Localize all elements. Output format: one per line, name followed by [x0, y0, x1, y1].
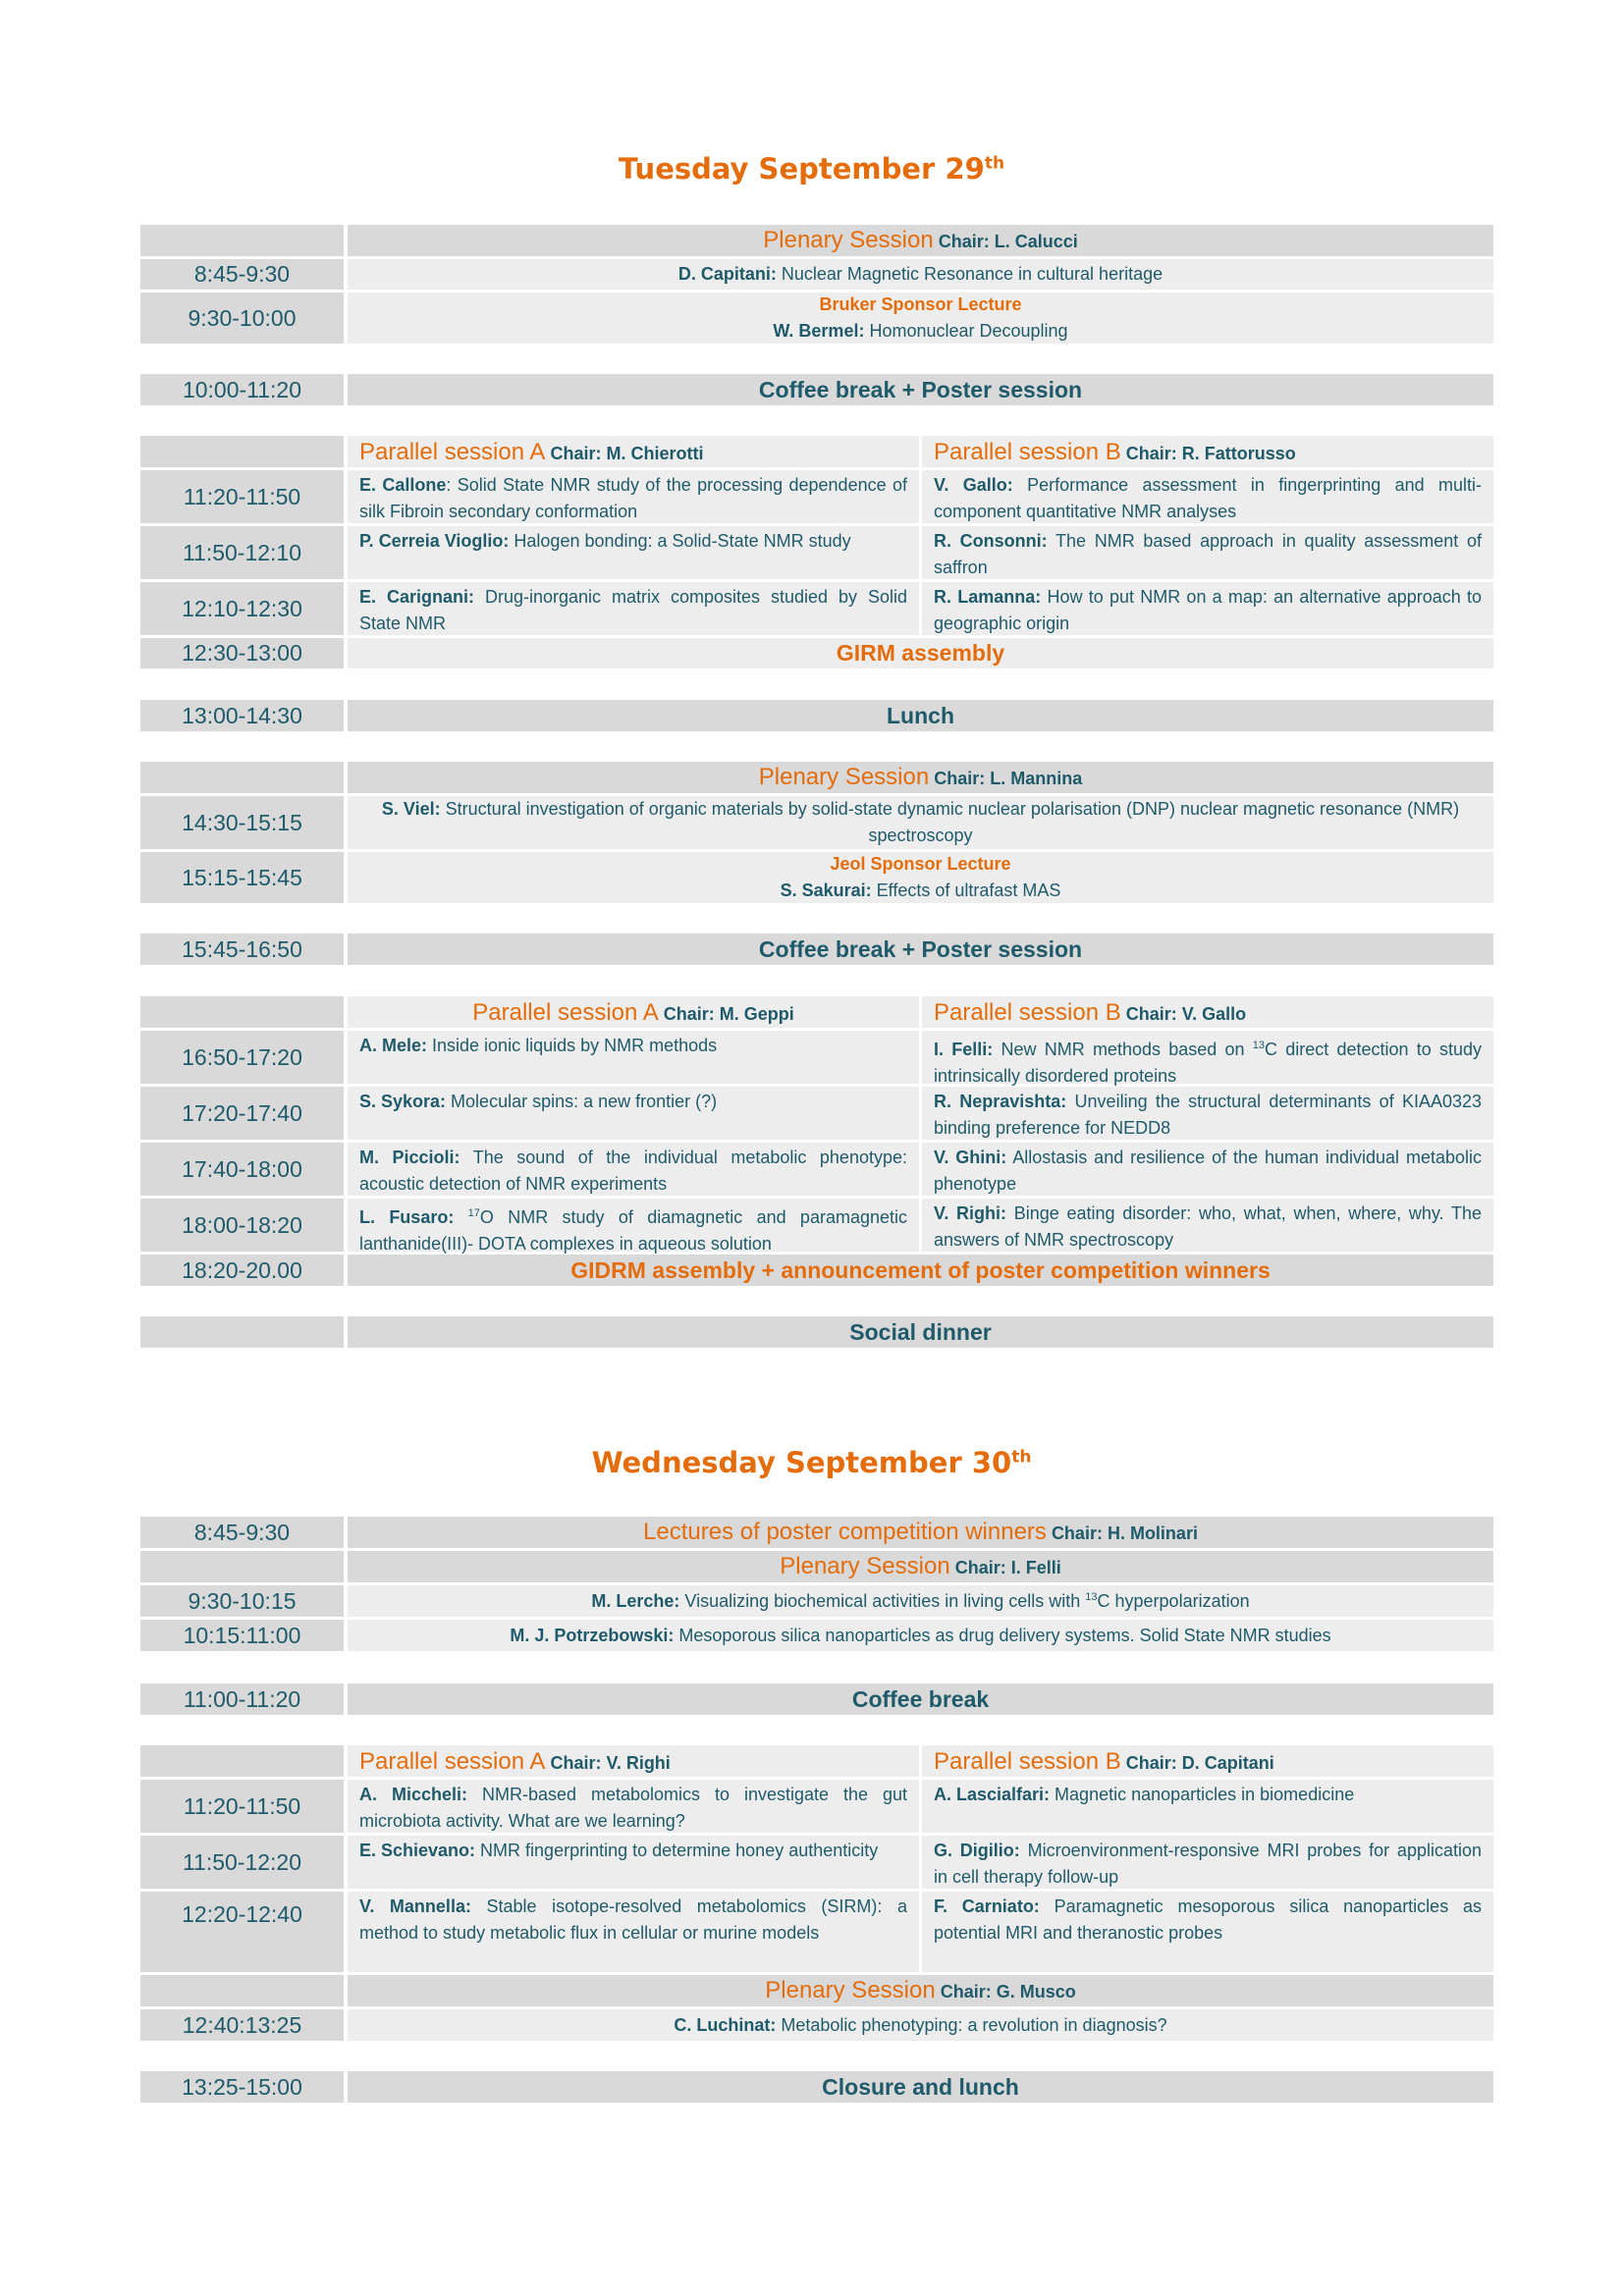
- day1-schedule: [140, 225, 1493, 1351]
- table-row: 9:30-10:15 M. Lerche: Visualizing biochemical activities in living cells with $^{13}$C hyperpolarization: [140, 1585, 1493, 1617]
- table-row: 11:20-11:50 E. Callone: Solid State NMR study of the processing dependence of silk Fibroin secondary conformation V. Gallo: Performance assessment in fingerprinting and multi-component quantitative NMR analyses: [140, 470, 1493, 523]
- poster-winners-row: 8:45-9:30 Lectures of poster competition winners Chair: H. Molinari: [140, 1517, 1493, 1548]
- day1-title: Tuesday September 29th: [618, 152, 1005, 186]
- table-row: 14:30-15:15 S. Viel: Structural investigation of organic materials by solid-state dynamic nuclear polarisation (DNP) nuclear magnetic resonance (NMR) spectroscopy: [140, 796, 1493, 849]
- table-row: 15:15-15:45 Jeol Sponsor Lecture S. Sakurai: Effects of ultrafast MAS: [140, 852, 1493, 903]
- day2-schedule: [140, 1517, 1493, 2106]
- coffee-break-row: 10:00-11:20 Coffee break + Poster session: [140, 374, 1493, 405]
- coffee-break-row: 11:00-11:20 Coffee break: [140, 1683, 1493, 1715]
- table-row: 12:40:13:25 C. Luchinat: Metabolic phenotyping: a revolution in diagnosis?: [140, 2009, 1493, 2041]
- assembly-row: 18:20-20.00 GIDRM assembly + announcement of poster competition winners: [140, 1255, 1493, 1286]
- plenary-header: Plenary Session Chair: I. Felli: [140, 1551, 1493, 1582]
- day2-title: Wednesday September 30th: [591, 1446, 1032, 1479]
- table-row: 18:00-18:20 L. Fusaro: $^{17}$O NMR study of diamagnetic and paramagnetic lanthanide(III)- DOTA complexes in aqueous solution V. Righi: Binge eating disorder: who, what, when, where, why. The answers of NMR spectroscopy: [140, 1199, 1493, 1252]
- table-row: 12:10-12:30 E. Carignani: Drug-inorganic matrix composites studied by Solid State NMR R. Lamanna: How to put NMR on a map: an alternative approach to geographic origin: [140, 582, 1493, 635]
- social-dinner-row: Social dinner: [140, 1316, 1493, 1348]
- parallel-header: Parallel session A Chair: V. Righi Parallel session B Chair: D. Capitani: [140, 1745, 1493, 1777]
- closure-row: 13:25-15:00 Closure and lunch: [140, 2071, 1493, 2103]
- table-row: 9:30-10:00 Bruker Sponsor Lecture W. Bermel: Homonuclear Decoupling: [140, 293, 1493, 344]
- table-row: 17:20-17:40 S. Sykora: Molecular spins: a new frontier (?) R. Nepravishta: Unveiling the structural determinants of KIAA0323 binding preference for NEDD8: [140, 1087, 1493, 1140]
- assembly-row: 12:30-13:00 GIRM assembly: [140, 638, 1493, 668]
- table-row: 8:45-9:30 D. Capitani: Nuclear Magnetic Resonance in cultural heritage: [140, 259, 1493, 290]
- table-row: 10:15:11:00 M. J. Potrzebowski: Mesoporous silica nanoparticles as drug delivery systems. Solid State NMR studies: [140, 1620, 1493, 1651]
- plenary-header: Plenary Session Chair: L. Mannina: [140, 762, 1493, 793]
- plenary-header: Plenary Session Chair: L. Calucci: [140, 225, 1493, 256]
- table-row: 12:20-12:40 V. Mannella: Stable isotope-resolved metabolomics (SIRM): a method to study metabolic flux in cellular or murine models F. Carniato: Paramagnetic mesoporous silica nanoparticles as potential MRI and theranostic probes: [140, 1892, 1493, 1972]
- table-row: 16:50-17:20 A. Mele: Inside ionic liquids by NMR methods I. Felli: New NMR methods based on $^{13}$C direct detection to study intrinsically disordered proteins: [140, 1031, 1493, 1084]
- coffee-break-row: 15:45-16:50 Coffee break + Poster session: [140, 934, 1493, 965]
- table-row: 17:40-18:00 M. Piccioli: The sound of the individual metabolic phenotype: acoustic detection of NMR experiments V. Ghini: Allostasis and resilience of the human individual metabolic phenotype: [140, 1143, 1493, 1196]
- plenary-header: Plenary Session Chair: G. Musco: [140, 1975, 1493, 2006]
- table-row: 11:50-12:20 E. Schievano: NMR fingerprinting to determine honey authenticity G. Digilio: Microenvironment-responsive MRI probes for application in cell therapy follow-up: [140, 1836, 1493, 1889]
- parallel-header: Parallel session A Chair: M. Chierotti Parallel session B Chair: R. Fattorusso: [140, 436, 1493, 467]
- table-row: 11:50-12:10 P. Cerreia Vioglio: Halogen bonding: a Solid-State NMR study R. Consonni: The NMR based approach in quality assessment of saffron: [140, 526, 1493, 579]
- table-row: 11:20-11:50 A. Miccheli: NMR-based metabolomics to investigate the gut microbiota activity. What are we learning? A. Lascialfari: Magnetic nanoparticles in biomedicine: [140, 1780, 1493, 1833]
- parallel-header: Parallel session A Chair: M. Geppi Parallel session B Chair: V. Gallo: [140, 996, 1493, 1028]
- lunch-row: 13:00-14:30 Lunch: [140, 700, 1493, 731]
